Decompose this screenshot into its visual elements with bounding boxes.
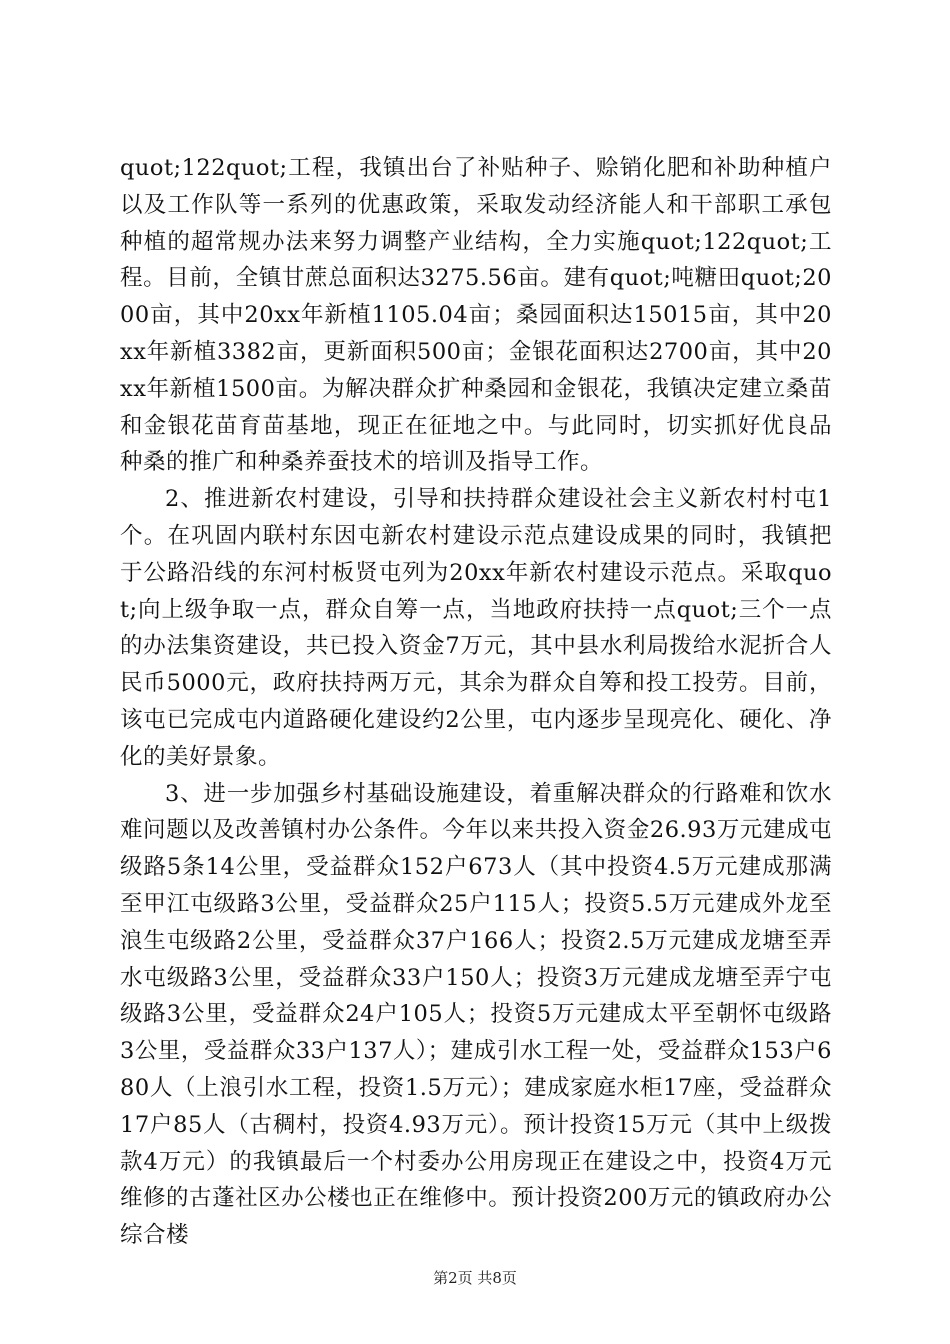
page-footer — [0, 1267, 950, 1288]
paragraph-continuation: quot;122quot;工程，我镇出台了补贴种子、赊销化肥和补助种植户以及工作队等一系列的优惠政策，采取发动经济能人和干部职工承包种植的超常规办法来努力调整产业结构，全力实施quot;122quot;工程。目前，全镇甘蔗总面积达3275.56亩。建有quot;吨糖田quot;2000亩，其中20xx年新植1105.04亩；桑园面积达15015亩，其中20xx年新植3382亩，更新面积500亩；金银花面积达2700亩，其中20xx年新植1500亩。为解决群众扩种桑园和金银花，我镇决定建立桑苗和金银花苗育苗基地，现正在征地之中。与此同时，切实抓好优良品种桑的推广和种桑养蚕技术的培训及指导工作。 — [120, 155, 832, 476]
paragraph-item-2: 2、推进新农村建设，引导和扶持群众建设社会主义新农村村屯1个。在巩固内联村东因屯新农村建设示范点建设成果的同时，我镇把于公路沿线的东河村板贤屯列为20xx年新农村建设示范点。采取quot;向上级争取一点，群众自筹一点，当地政府扶持一点quot;三个一点的办法集资建设，共已投入资金7万元，其中县水利局拨给水泥折合人民币5000元，政府扶持两万元，其余为群众自筹和投工投劳。目前，该屯已完成屯内道路硬化建设约2公里，屯内逐步呈现亮化、硬化、净化的美好景象。 — [120, 486, 832, 770]
document-body — [120, 150, 832, 1254]
page-number-indicator: 第2页 共8页 — [433, 1269, 517, 1287]
paragraph-item-3: 3、进一步加强乡村基础设施建设，着重解决群众的行路难和饮水难问题以及改善镇村办公条件。今年以来共投入资金26.93万元建成屯级路5条14公里，受益群众152户673人（其中投资4.5万元建成那满至甲江屯级路3公里，受益群众25户115人；投资5.5万元建成外龙至浪生屯级路2公里，受益群众37户166人；投资2.5万元建成龙塘至弄水屯级路3公里，受益群众33户150人；投资3万元建成龙塘至弄宁屯级路3公里，受益群众24户105人；投资5万元建成太平至朝怀屯级路3公里，受益群众33户137人）；建成引水工程一处，受益群众153户680人（上浪引水工程，投资1.5万元）；建成家庭水柜17座，受益群众17户85人（古稠村，投资4.93万元）。预计投资15万元（其中上级拨款4万元）的我镇最后一个村委办公用房现正在建设之中，投资4万元维修的古蓬社区办公楼也正在维修中。预计投资200万元的镇政府办公综合楼 — [120, 780, 832, 1249]
